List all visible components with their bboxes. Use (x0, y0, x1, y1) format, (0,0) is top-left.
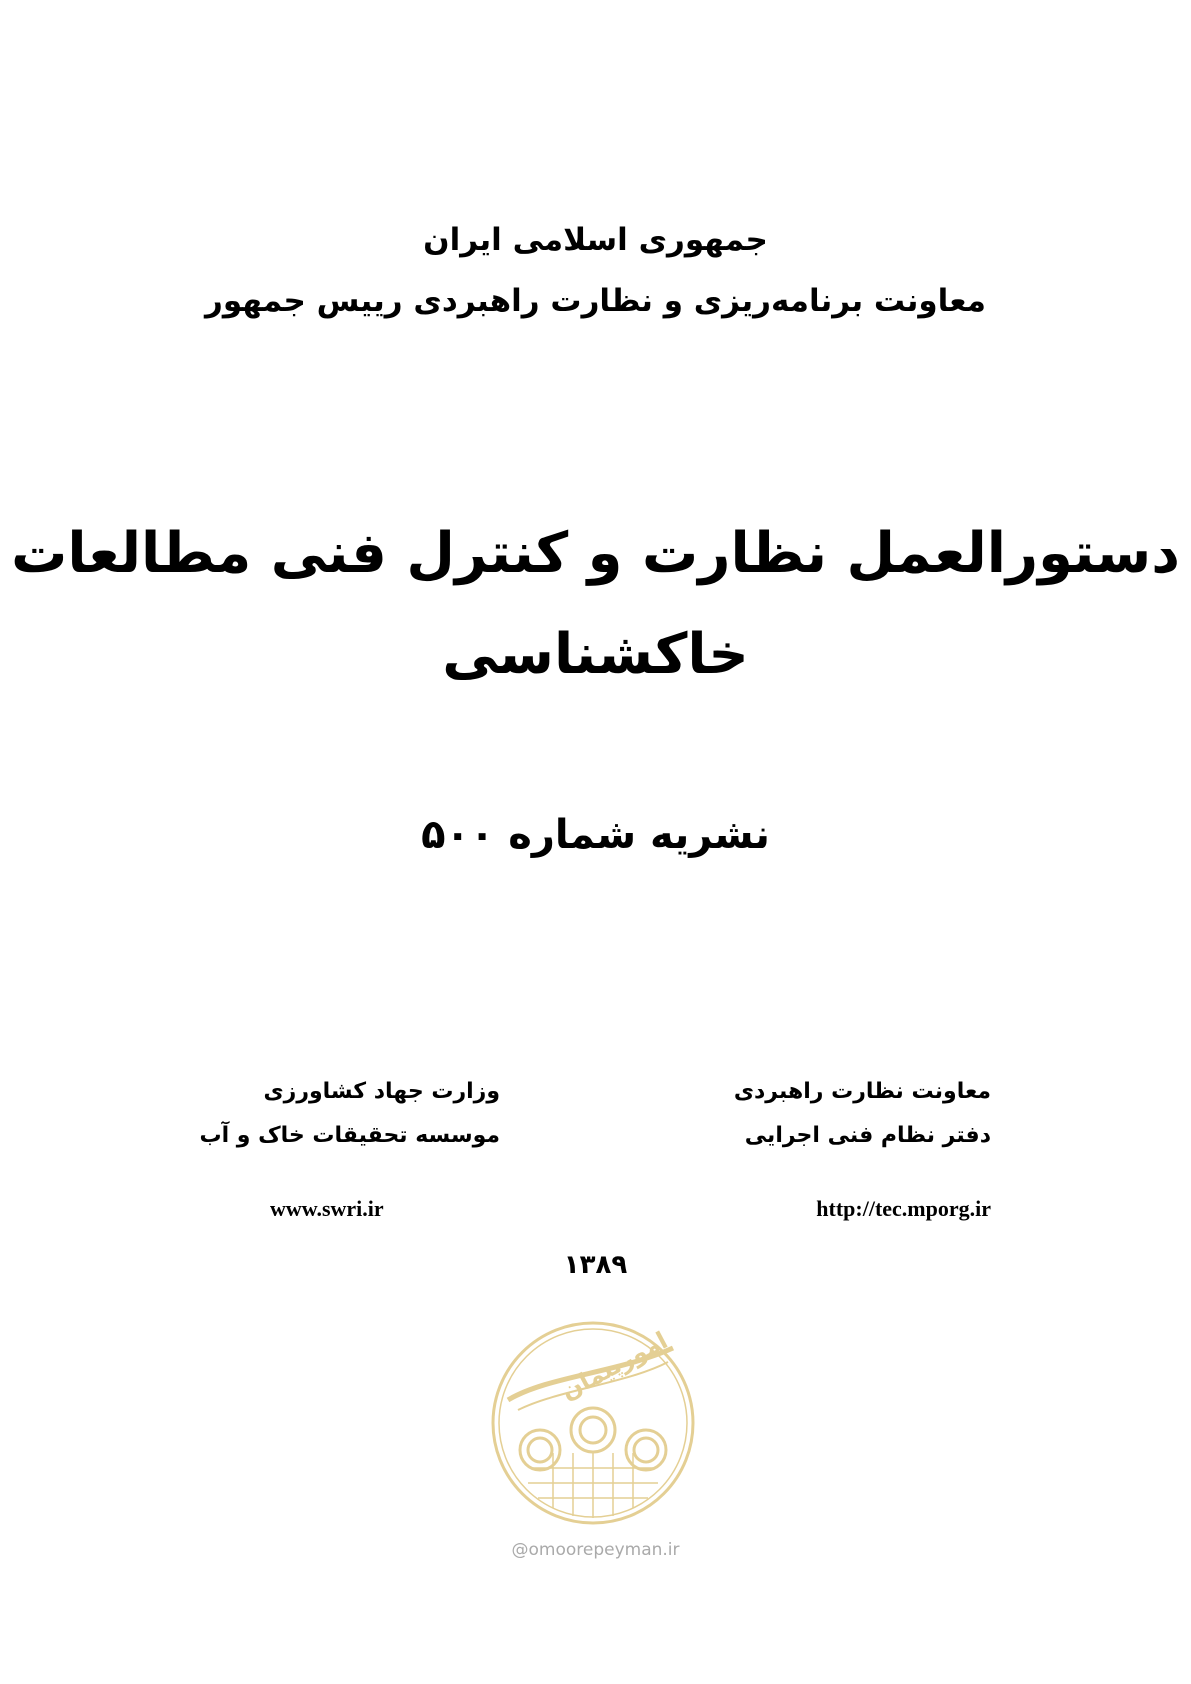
document-title-line2: خاکشناسی (442, 622, 749, 687)
office-name: دفتر نظام فنی اجرایی (744, 1123, 991, 1148)
ministry-block (199, 1070, 500, 1158)
country-name: جمهوری اسلامی ایران (423, 222, 768, 258)
issuing-authority: معاونت برنامه‌ریزی و نظارت راهبردی رییس جمهور (205, 283, 986, 319)
publication-number: نشریه شماره ۵۰۰ (421, 812, 770, 858)
document-title-line1: دستورالعمل نظارت و کنترل فنی مطالعات (11, 521, 1180, 586)
deputy-name: معاونت نظارت راهبردی (733, 1079, 991, 1104)
tec-url[interactable]: http://tec.mporg.ir (816, 1196, 991, 1221)
swri-url[interactable]: www.swri.ir (270, 1196, 384, 1221)
publication-year: ۱۳۸۹ (563, 1250, 628, 1280)
watermark-logo (488, 1318, 698, 1528)
logo-text: امورپیمان (556, 1326, 673, 1406)
institute-name: موسسه تحقیقات خاک و آب (199, 1123, 500, 1148)
ministry-name: وزارت جهاد کشاورزی (263, 1079, 500, 1104)
vice-presidency-block (734, 1070, 991, 1158)
watermark-caption: @omoorepeyman.ir (511, 1540, 680, 1560)
